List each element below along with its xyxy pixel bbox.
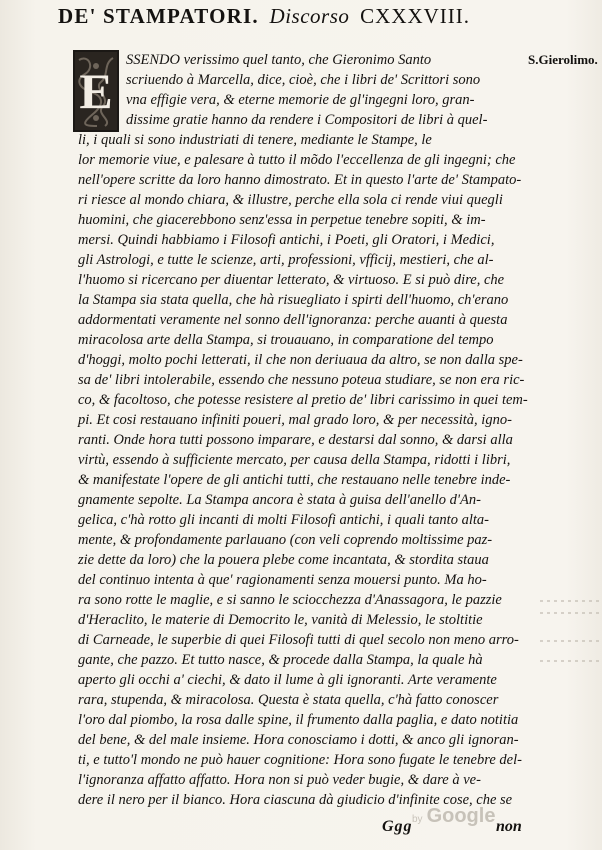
text-line: vna effigie vera, & eterne memorie de gl'ingegni loro, gran- [126,92,475,108]
text-line: lor memorie viue, e palesare à tutto il mõdo l'eccellenza de gli ingegni; che [78,152,516,168]
text-line: zie dette da loro) che la pouera plebe come incantata, & stordita staua [78,552,489,568]
text-line: l'ignoranza affatto affatto. Hora non si può veder bugie, & dare à ve- [78,772,481,788]
text-line: del bene, & del male insieme. Hora conosciamo i dotti, & anco gli ignoran- [78,732,519,748]
bleed-through-mark [540,600,600,602]
text-line: aperto gli occhi a' ciechi, & dato il lume à gli ignoranti. Arte veramente [78,672,497,688]
running-header [58,4,528,34]
text-line: l'huomo si ricercano per diuentar letterato, & virtuoso. E si può dire, che [78,272,505,288]
text-line: gli Astrologi, e tutte le scienze, arti, professioni, vfficij, mestieri, che al- [78,252,494,268]
text-line: gelica, c'hà rotto gli incanti di molti Filosofi antichi, i quali tanto alta- [78,512,489,528]
text-line: li, i quali si sono industriati di tenere, mediante le Stampe, le [78,132,432,148]
bleed-through-mark [540,660,600,662]
text-line: ti, e tutto'l mondo ne può hauer cognitione: Hora sono fugate le tenebre del- [78,752,522,768]
text-line: di Carneade, le superbie di quei Filosofi tutti di quel secolo non meno arro- [78,632,519,648]
google-watermark [412,805,495,828]
text-line: SSENDO verissimo quel tanto, che Gieronimo Santo [126,52,432,68]
text-line: mente, & profondamente parlauano (con veli coprendo moltissime paz- [78,532,493,548]
text-line: la Stampa sia stata quella, che hà risuegliato i spirti dell'huomo, ch'erano [78,292,509,308]
text-line: addormentati veramente nel sonno dell'ignoranza: perche auanti à questa [78,312,508,328]
text-line: gnamente sepolte. La Stampa ancora è stata à guisa dell'anello d'An- [78,492,481,508]
text-line: ra sono rotte le maglie, e si sanno le sciocchezza d'Anassagora, le pazzie [78,592,502,608]
text-line: scriuendo à Marcella, dice, cioè, che i libri de' Scrittori sono [126,72,481,88]
header-title: DE' STAMPATORI. [58,4,259,28]
text-line: dere il nero per il bianco. Hora ciascuna dà giudicio d'infinite cose, che se [78,792,513,808]
text-line: rara, stupenda, & miracolosa. Questa è stata quella, c'hà fatto conoscer [78,692,499,708]
text-line: nell'opere scritte da loro hanno dimostrato. Et in questo l'arte de' Stampato- [78,172,522,188]
text-line: & manifestate l'opere de gli antichi tutti, che restauano nelle tenebre inde- [78,472,511,488]
text-line: sa de' libri intolerabile, essendo che nessuno poteua studiare, se non era ric- [78,372,525,388]
bleed-through-mark [540,640,600,642]
text-line: ri riesce al mondo chiara, & illustre, perche ella sola ci rende viui quegli [78,192,503,208]
catchword: non [496,818,522,835]
text-line: mersi. Quindi habbiamo i Filosofi antichi, i Poeti, gli Oratori, i Medici, [78,232,495,248]
text-line: dissime gratie hanno da rendere i Compositori de libri à quel- [126,112,488,128]
initial-letter: E [79,63,113,119]
text-line: virtù, essendo à sufficiente mercato, per causa della Stampa, ridotti i libri, [78,452,511,468]
decorated-initial [73,50,119,132]
text-line: d'hoggi, molto pochi letterati, il che non deriuaua da altro, se non dalla spe- [78,352,523,368]
text-line: gante, che pazzo. Et tutto nasce, & procede dalla Stampa, la quale hà [78,652,483,668]
header-discorso: Discorso [269,4,350,28]
bleed-through-mark [540,612,600,614]
text-line: co, & facoltoso, che potesse resistere al pretio de' libri carissimo in quei tem- [78,392,528,408]
signature-mark: Ggg [382,818,413,835]
text-line: del continuo intenta à que' ragionamenti senza mouersi punto. Ma ho- [78,572,487,588]
text-line: ranti. Onde hora tutti possono imparare, e destarsi dal sonno, & darsi alla [78,432,513,448]
text-line: huomini, che giacerebbono senz'essa in perpetue tenebre sopiti, & im- [78,212,486,228]
text-line: miracolosa arte della Stampa, si trouauano, in comparatione del tempo [78,332,494,348]
watermark-prefix: by [412,814,423,825]
text-line: pi. Et cosi restauano infiniti poueri, mal grado loro, & per necessità, igno- [78,412,512,428]
text-line: l'oro dal piombo, la rosa dalle spine, il frumento dalla paglia, e dato notitia [78,712,519,728]
header-number: CXXXVIII. [360,4,471,28]
text-line: d'Heraclito, le materie di Democrito le, vanità di Melessio, le stoltitie [78,612,483,628]
margin-note: S.Gierolimo. [528,52,598,67]
watermark-brand: Google [426,805,496,827]
